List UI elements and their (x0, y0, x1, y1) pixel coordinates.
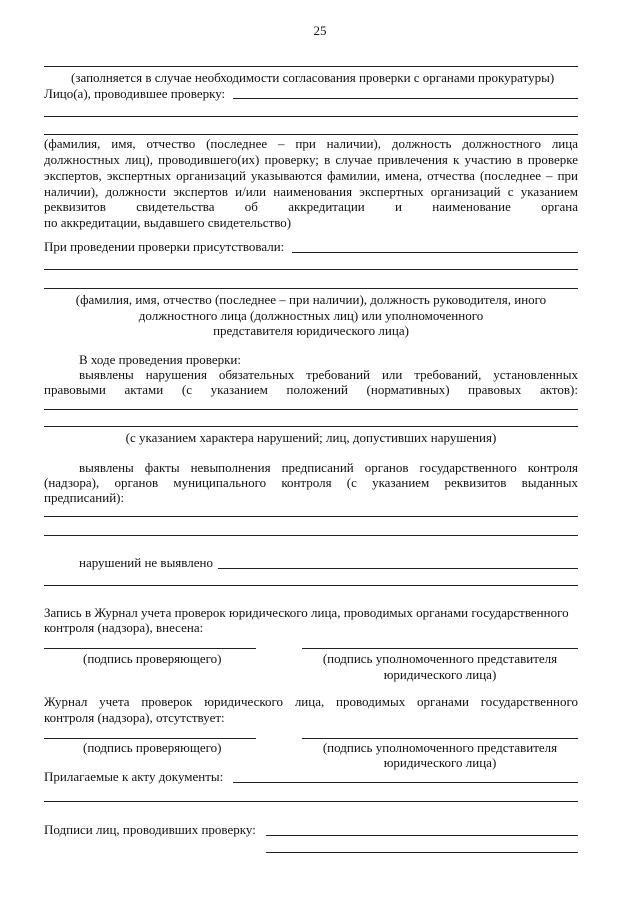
violations-input-line[interactable] (44, 426, 578, 427)
attachments-input-line[interactable] (233, 782, 578, 783)
inspector-note-line: должностных лиц), проводившего(их) проверку; в случае привлечения к участию в проверке (44, 152, 578, 167)
inspector-note-line: по аккредитации, выдавшего свидетельство) (44, 215, 292, 230)
nonfulfillment-input-line[interactable] (44, 516, 578, 517)
inspector-note-line: реквизитов свидетельства об аккредитации и наименование органа (44, 199, 578, 214)
inspector-input-line[interactable] (44, 116, 578, 117)
signatures-input-line[interactable] (266, 852, 578, 853)
present-note-line: представителя юридического лица) (213, 323, 409, 338)
signature-representative-caption: юридического лица) (383, 667, 497, 682)
during-label: В ходе проведения проверки: (79, 352, 242, 367)
present-note-line: должностного лица (должностных лиц) или уполномоченного (138, 308, 484, 323)
inspector-signature-line[interactable] (44, 738, 256, 739)
inspector-input-line[interactable] (44, 134, 578, 135)
prosecutor-note: (заполняется в случае необходимости согласования проверки с органами прокуратуры) (71, 70, 555, 85)
present-input-line[interactable] (44, 269, 578, 270)
nonfulfillment-line: выявлены факты невыполнения предписаний органов государственного контроля (79, 460, 578, 475)
journal-absent-line: контроля (надзора), отсутствует: (44, 710, 225, 725)
fill-line (44, 66, 578, 67)
signature-inspector-caption: (подпись проверяющего) (83, 740, 222, 755)
no-violations-input-line[interactable] (218, 568, 578, 569)
representative-signature-line[interactable] (302, 648, 578, 649)
page-number: 25 (313, 23, 327, 38)
journal-entry-line: контроля (надзора), внесена: (44, 620, 204, 635)
violations-line: выявлены нарушения обязательных требований или требований, установленных (79, 367, 578, 382)
violations-input-line[interactable] (44, 409, 578, 410)
representative-signature-line[interactable] (302, 738, 578, 739)
nonfulfillment-line: предписаний): (44, 490, 125, 505)
nonfulfillment-input-line[interactable] (44, 535, 578, 536)
present-note-line: (фамилия, имя, отчество (последнее – при наличии), должность руководителя, иного (75, 292, 547, 307)
attachments-label: Прилагаемые к акту документы: (44, 769, 224, 784)
no-violations-label: нарушений не выявлено (79, 555, 213, 570)
inspector-note-line: (фамилия, имя, отчество (последнее – при наличии), должность должностного лица (44, 136, 578, 151)
inspector-signature-line[interactable] (44, 648, 256, 649)
attachments-input-line[interactable] (44, 801, 578, 802)
journal-entry-line: Запись в Журнал учета проверок юридического лица, проводимых органами государственного (44, 605, 569, 620)
signatures-input-line[interactable] (266, 835, 578, 836)
signature-inspector-caption: (подпись проверяющего) (83, 651, 222, 666)
violations-note: (с указанием характера нарушений; лиц, допустивших нарушения) (125, 430, 497, 445)
inspector-note-line: наличии), должности экспертов и/или наименования экспертных организаций с указанием (44, 184, 578, 199)
signatures-label: Подписи лиц, проводивших проверку: (44, 822, 256, 837)
no-violations-input-line[interactable] (44, 585, 578, 586)
signature-representative-caption: (подпись уполномоченного представителя (322, 651, 558, 666)
present-input-line[interactable] (292, 252, 578, 253)
signature-representative-caption: (подпись уполномоченного представителя (322, 740, 558, 755)
violations-line: правовыми актами (с указанием положений (нормативных) правовых актов): (44, 382, 578, 397)
inspector-label: Лицо(а), проводившее проверку: (44, 86, 226, 101)
inspector-note-line: экспертов, экспертных организаций указываются фамилии, имена, отчества (последнее – при (44, 168, 578, 183)
inspector-input-line[interactable] (233, 98, 578, 99)
signature-representative-caption: юридического лица) (383, 755, 497, 770)
present-label: При проведении проверки присутствовали: (44, 239, 285, 254)
journal-absent-line: Журнал учета проверок юридического лица, проводимых органами государственного (44, 694, 578, 709)
nonfulfillment-line: (надзора), органов муниципального контроля (с указанием реквизитов выданных (44, 475, 578, 490)
present-input-line[interactable] (44, 288, 578, 289)
